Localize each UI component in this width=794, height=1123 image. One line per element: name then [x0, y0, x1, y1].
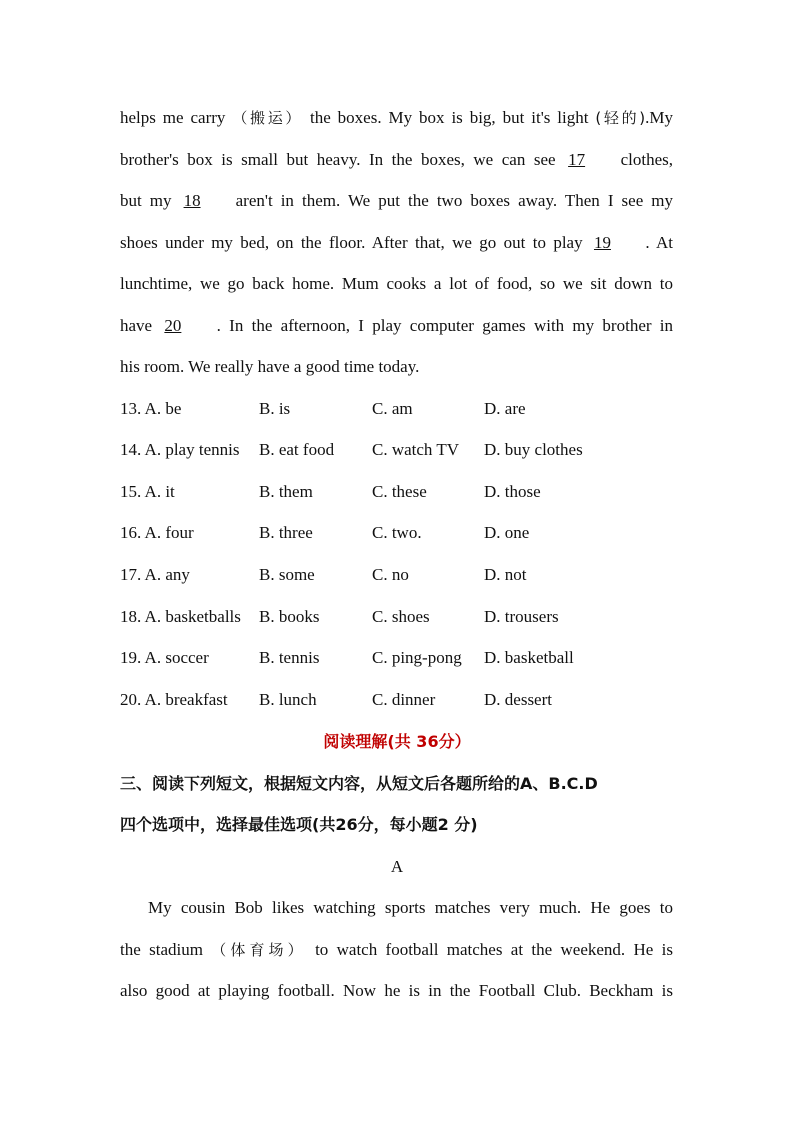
option-b: B. three [259, 523, 313, 542]
option-a: 13. A. be [120, 399, 182, 418]
option-d: D. one [484, 523, 530, 542]
text: to watch football matches at the weekend. He is [315, 940, 673, 959]
option-c: C. no [372, 565, 409, 584]
option-c: C. dinner [372, 690, 436, 709]
option-a: 18. A. basketballs [120, 607, 241, 626]
section-title: 阅读理解(共 36分） [323, 732, 471, 751]
option-b: B. books [259, 607, 320, 626]
text: clothes, [620, 150, 674, 169]
option-d: D. not [484, 565, 527, 584]
text: My cousin Bob likes watching sports matches very much. He goes to [148, 898, 673, 917]
option-d: D. dessert [484, 690, 552, 709]
text: helps me carry [120, 108, 226, 127]
text: .My [645, 108, 673, 127]
text: also good at playing football. Now he is in the Football Club. Beckham is [120, 981, 673, 1000]
passage-a-line-3 [120, 980, 673, 1002]
option-d: D. those [484, 482, 541, 501]
option-c: C. shoes [372, 607, 430, 626]
option-c: C. am [372, 399, 413, 418]
blank-20: 20 [164, 316, 182, 335]
text: shoes under my bed, on the floor. After that, we go out to play [120, 233, 583, 252]
option-d: D. basketball [484, 648, 574, 667]
option-d: D. buy clothes [484, 440, 583, 459]
option-a: 17. A. any [120, 565, 190, 584]
section-instruction-line-1: 三、阅读下列短文，根据短文内容，从短文后各题所给的A、B.C.D [120, 774, 598, 793]
text: have [120, 316, 153, 335]
option-c: C. these [372, 482, 427, 501]
gloss: （搬运） [232, 109, 304, 127]
passage-line-7 [120, 356, 673, 378]
passage-line-2 [120, 149, 673, 171]
option-b: B. is [259, 399, 291, 418]
text: his room. We really have a good time today. [120, 357, 420, 376]
option-b: B. eat food [259, 440, 335, 459]
text: . In the afternoon, I play computer games with my brother in [216, 316, 674, 335]
option-a: 16. A. four [120, 523, 194, 542]
option-b: B. them [259, 482, 313, 501]
option-b: B. tennis [259, 648, 320, 667]
option-a: 14. A. play tennis [120, 440, 240, 459]
text: lunchtime, we go back home. Mum cooks a lot of food, so we sit down to [120, 274, 673, 293]
blank-19: 19 [593, 233, 611, 252]
option-a: 20. A. breakfast [120, 690, 228, 709]
passage-line-3 [120, 190, 673, 212]
blank-18: 18 [183, 191, 201, 210]
passage-letter: A [390, 857, 404, 876]
option-a: 15. A. it [120, 482, 175, 501]
option-d: D. are [484, 399, 526, 418]
option-d: D. trousers [484, 607, 559, 626]
text: the stadium [120, 940, 203, 959]
passage-a-line-1 [120, 897, 673, 919]
text: . At [645, 233, 674, 252]
option-c: C. two. [372, 523, 422, 542]
section-instruction-line-2: 四个选项中，选择最佳选项(共26分，每小题2 分) [120, 815, 478, 834]
option-c: C. watch TV [372, 440, 460, 459]
gloss: （体育场） [211, 941, 307, 959]
gloss: (轻的) [595, 109, 646, 127]
text: brother's box is small but heavy. In the boxes, we can see [120, 150, 556, 169]
text: the boxes. My box is big, but it's light [309, 108, 589, 127]
passage-line-6 [120, 315, 673, 337]
blank-17: 17 [568, 150, 586, 169]
passage-line-4 [120, 232, 673, 254]
passage-line-5 [120, 273, 673, 295]
text: aren't in them. We put the two boxes away. Then I see my [235, 191, 674, 210]
option-c: C. ping-pong [372, 648, 462, 667]
text: but my [120, 191, 172, 210]
option-b: B. lunch [259, 690, 317, 709]
passage-a-line-2 [120, 939, 673, 961]
option-a: 19. A. soccer [120, 648, 209, 667]
passage-line-1 [120, 107, 673, 129]
option-b: B. some [259, 565, 315, 584]
